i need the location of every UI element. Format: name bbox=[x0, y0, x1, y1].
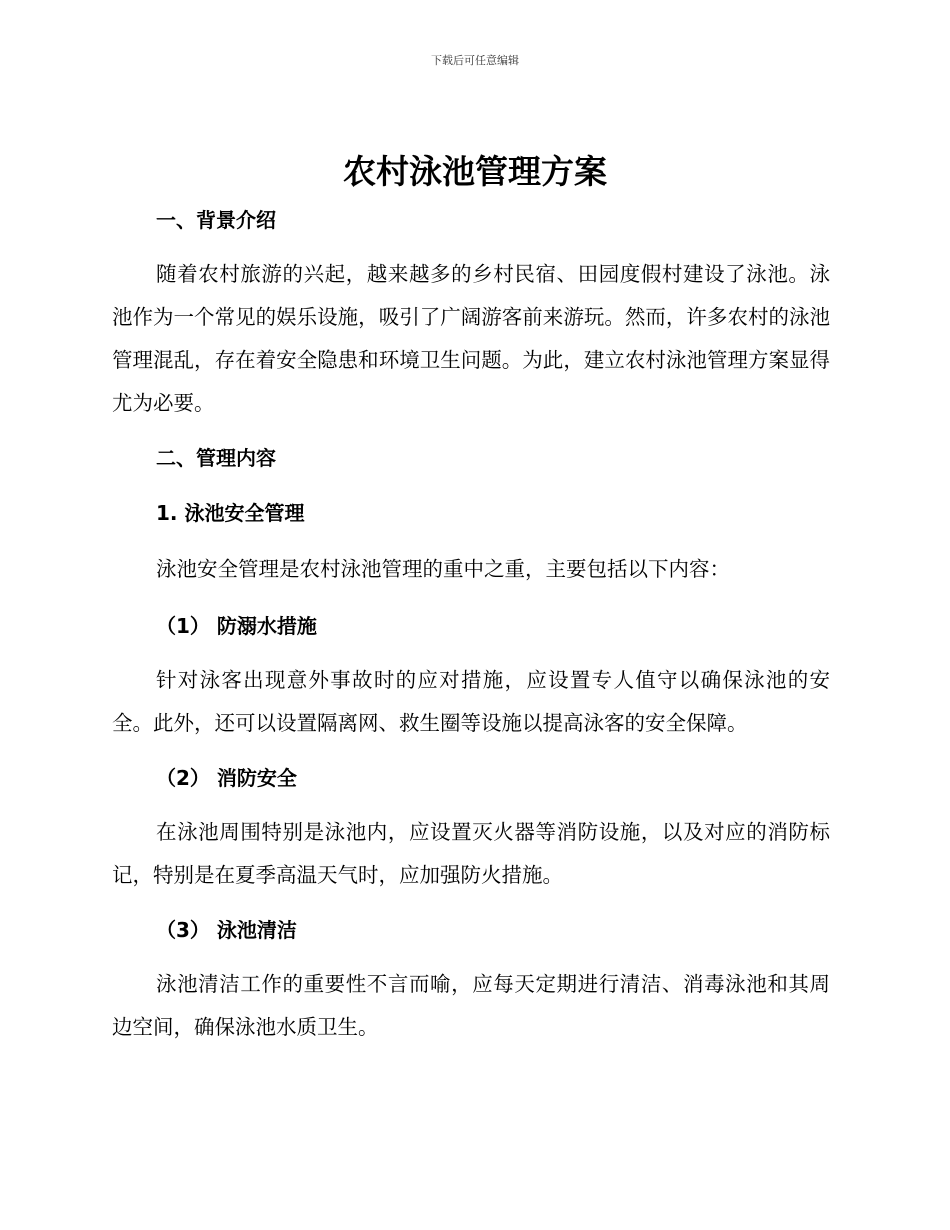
item-heading-drowning-prevention: （1） 防溺水措施 bbox=[156, 614, 317, 638]
document-title: 农村泳池管理方案 bbox=[343, 152, 607, 191]
paragraph-fire-safety: 在泳池周围特别是泳池内，应设置灭火器等消防设施，以及对应的消防标记，特别是在夏季高温天气时，应加强防火措施。 bbox=[112, 820, 830, 887]
paragraph-drowning-prevention: 针对泳客出现意外事故时的应对措施，应设置专人值守以确保泳池的安全。此外，还可以设置隔离网、救生圈等设施以提高泳客的安全保障。 bbox=[112, 668, 830, 735]
section-heading-management: 二、管理内容 bbox=[156, 446, 276, 470]
paragraph-background: 随着农村旅游的兴起，越来越多的乡村民宿、田园度假村建设了泳池。泳池作为一个常见的娱乐设施，吸引了广阔游客前来游玩。然而，许多农村的泳池管理混乱，存在着安全隐患和环境卫生问题。为此，建立农村泳池管理方案显得尤为必要。 bbox=[112, 262, 830, 415]
section-heading-background: 一、背景介绍 bbox=[156, 208, 276, 232]
subsection-heading-safety: 1. 泳池安全管理 bbox=[156, 501, 305, 525]
item-heading-pool-cleaning: （3） 泳池清洁 bbox=[156, 918, 297, 942]
item-heading-fire-safety: （2） 消防安全 bbox=[156, 766, 297, 790]
header-note: 下载后可任意编辑 bbox=[431, 54, 519, 67]
paragraph-safety-intro: 泳池安全管理是农村泳池管理的重中之重，主要包括以下内容： bbox=[156, 557, 730, 581]
document-body bbox=[112, 200, 830, 1049]
paragraph-pool-cleaning: 泳池清洁工作的重要性不言而喻，应每天定期进行清洁、消毒泳池和其周边空间，确保泳池水质卫生。 bbox=[112, 972, 830, 1039]
